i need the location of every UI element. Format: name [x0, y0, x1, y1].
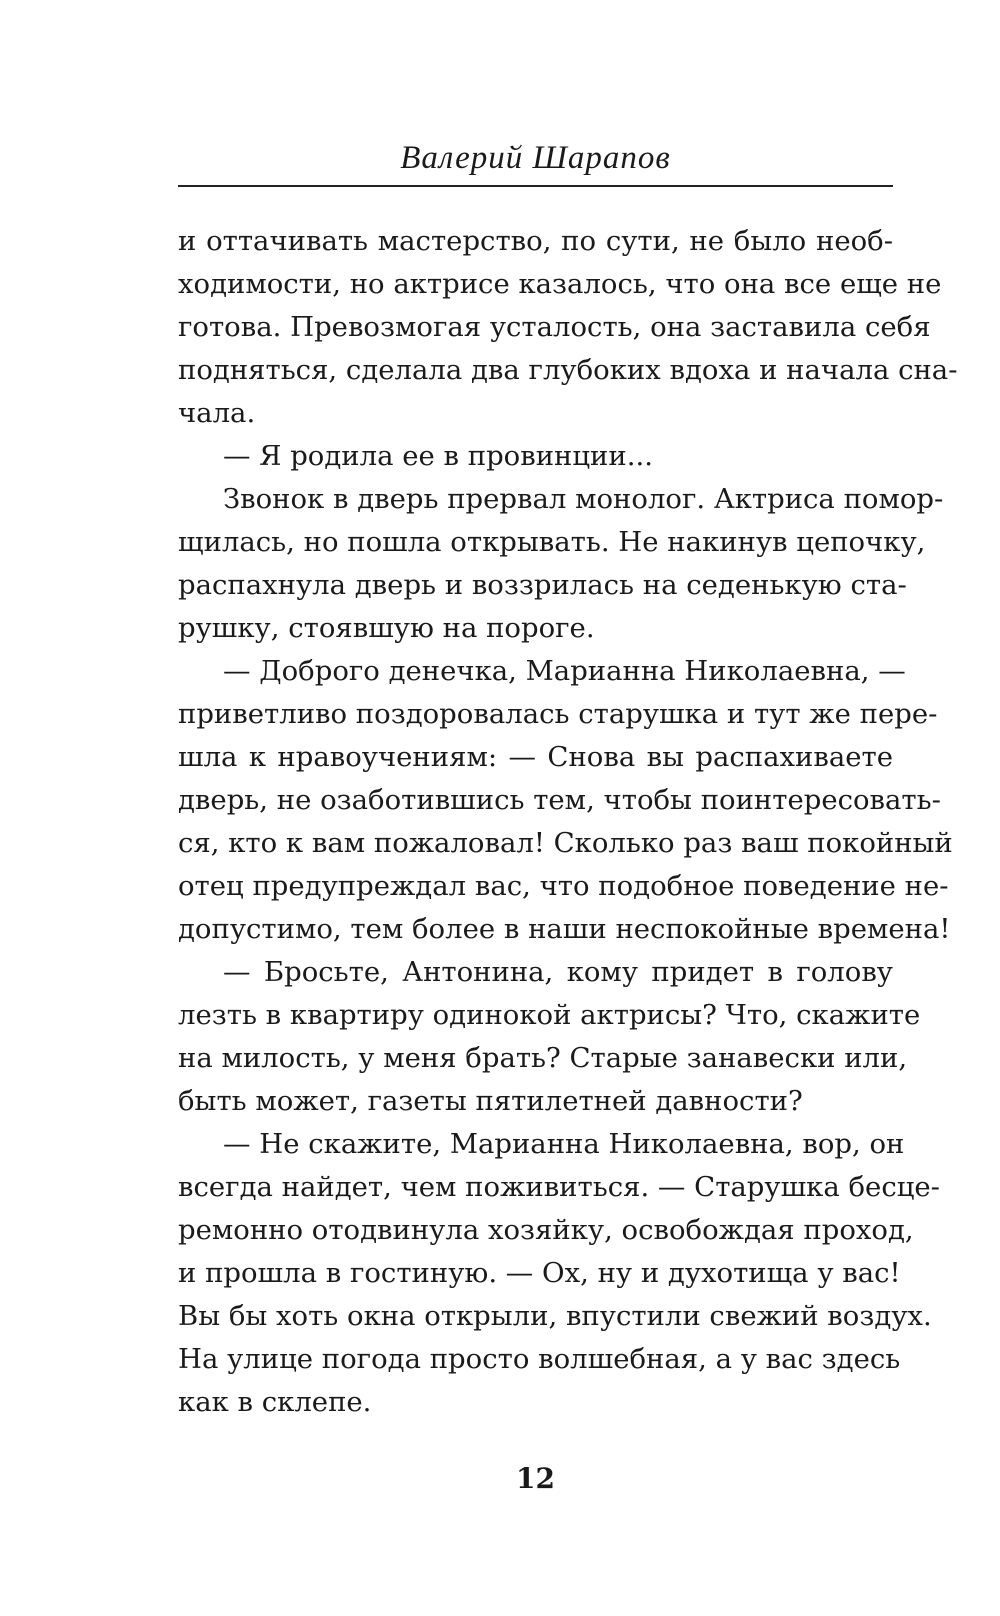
- text-line: и прошла в гостиную. — Ох, ну и духотища у вас!: [178, 1257, 901, 1289]
- text-line: на милость, у меня брать? Старые занавески или,: [178, 1042, 908, 1074]
- text-line: приветливо поздоровалась старушка и тут же пере-: [178, 698, 938, 730]
- text-line: Звонок в дверь прервал монолог. Актриса помор-: [223, 483, 944, 515]
- text-line: ся, кто к вам пожаловал! Сколько раз ваш покойный: [178, 827, 953, 859]
- text-line: готова. Превозмогая усталость, она заставила себя: [178, 311, 931, 343]
- running-header-author: Валерий Шарапов: [400, 140, 671, 176]
- text-line: — Не скажите, Марианна Николаевна, вор, он: [223, 1128, 905, 1160]
- text-line: подняться, сделала два глубоких вдоха и начала сна-: [178, 354, 958, 386]
- text-line: лезть в квартиру одинокой актрисы? Что, скажите: [178, 999, 921, 1031]
- text-line: — Я родила ее в провинции...: [223, 440, 653, 472]
- text-line: отец предупреждал вас, что подобное поведение не-: [178, 870, 949, 902]
- text-line: рушку, стоявшую на пороге.: [178, 612, 595, 644]
- text-line: чала.: [178, 397, 256, 429]
- text-line: ходимости, но актрисе казалось, что она все еще не: [178, 268, 942, 300]
- text-line: и оттачивать мастерство, по сути, не было необ-: [178, 225, 893, 257]
- body-text: [178, 220, 958, 1424]
- header-divider: [178, 185, 893, 187]
- text-line: — Бросьте, Антонина, кому придет в голову: [223, 956, 893, 988]
- text-line: Вы бы хоть окна открыли, впустили свежий воздух.: [178, 1300, 932, 1332]
- text-line: — Доброго денечка, Марианна Николаевна, —: [223, 655, 906, 687]
- text-line: допустимо, тем более в наши неспокойные времена!: [178, 913, 951, 945]
- book-page: [178, 0, 958, 1616]
- text-line: распахнула дверь и воззрилась на седенькую ста-: [178, 569, 907, 601]
- text-line: На улице погода просто волшебная, а у вас здесь: [178, 1343, 901, 1375]
- text-line: дверь, не озаботившись тем, чтобы поинтересовать-: [178, 784, 941, 816]
- text-line: ремонно отодвинула хозяйку, освобождая проход,: [178, 1214, 914, 1246]
- text-line: как в склепе.: [178, 1386, 372, 1418]
- text-line: всегда найдет, чем поживиться. — Старушка бесце-: [178, 1171, 940, 1203]
- text-line: шла к нравоучениям: — Снова вы распахиваете: [178, 741, 893, 773]
- page-number: 12: [516, 1462, 555, 1495]
- text-line: щилась, но пошла открывать. Не накинув цепочку,: [178, 526, 926, 558]
- text-line: быть может, газеты пятилетней давности?: [178, 1085, 803, 1117]
